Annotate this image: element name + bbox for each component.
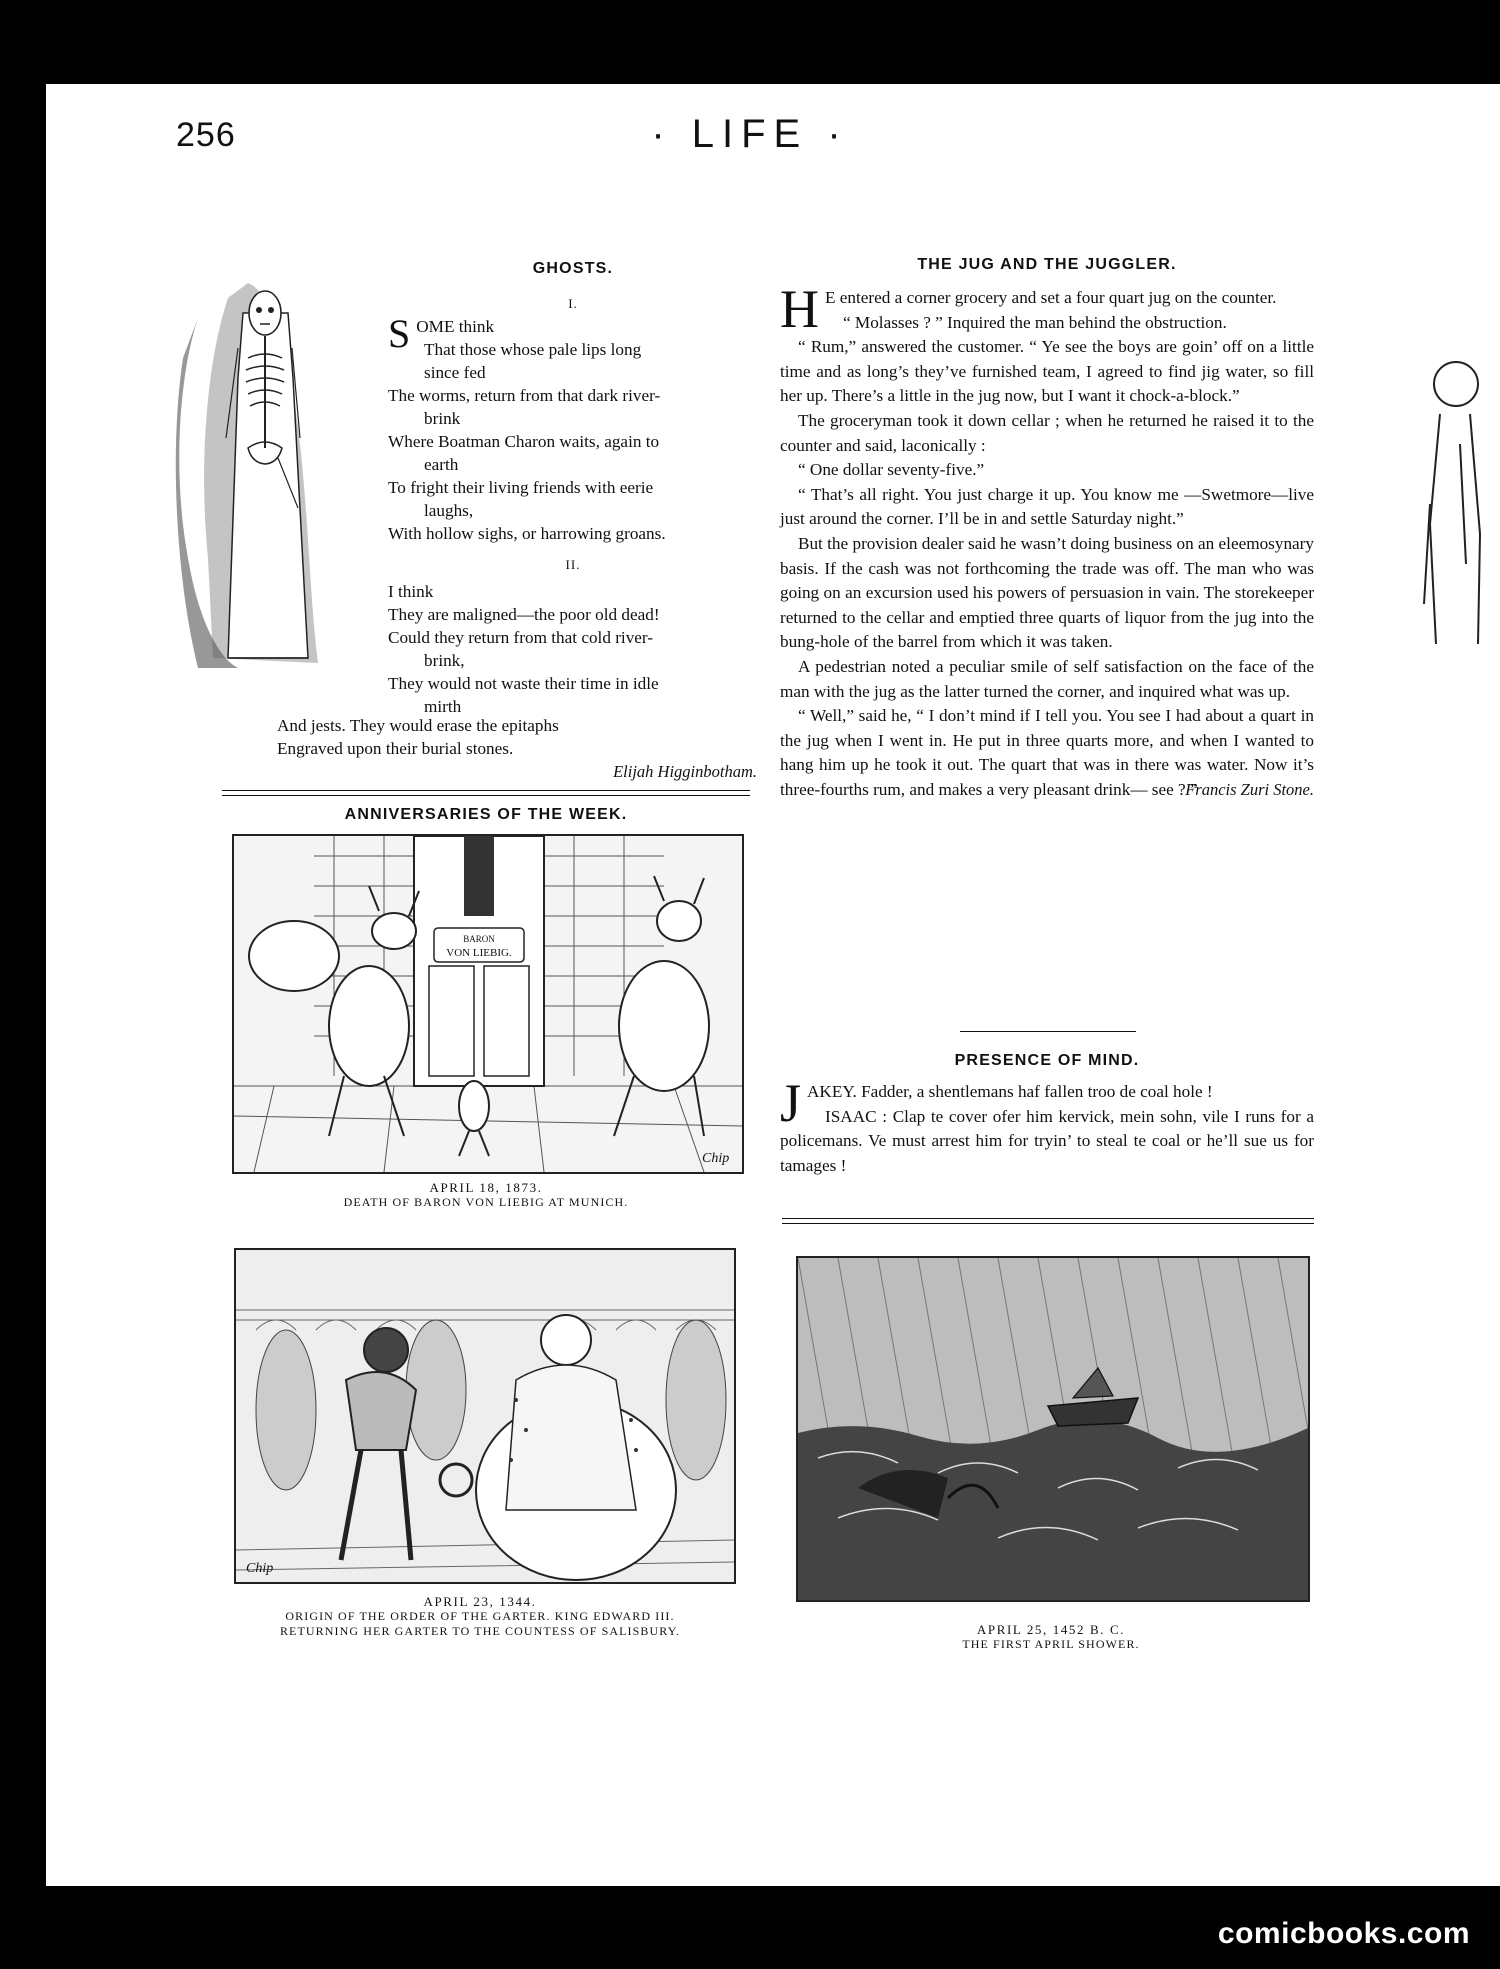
poem-line: since fed [424,363,486,382]
poem-section-i: I. [568,296,578,311]
poem-line: With hollow sighs, or harrowing groans. [388,524,666,543]
jug-paragraph: “ Rum,” answered the customer. “ Ye see the boys are goin’ off on a little time and as long’s they’ve furnished team, I agreed to find jig water, so fill her up. There’s a little in the jug now, but I want it chock-a-block.” [780,337,1314,406]
caption-desc: THE FIRST APRIL SHOWER. [962,1637,1140,1651]
presence-paragraph: ISAAC : Clap te cover ofer him kervick, mein sohn, vile I runs for a policemans. Ve must arrest him for tryin’ to steal te coal or he’ll sue us for tamages ! [780,1106,1314,1175]
caption-desc: DEATH OF BARON VON LIEBIG AT MUNICH. [343,1195,629,1209]
artist-signature: Chip [246,1561,274,1576]
jug-paragraph: “ One dollar seventy-five.” [798,460,985,480]
poem-dropcap: S [388,311,411,356]
garter-caption [210,1594,750,1639]
ghosts-poem [388,292,758,718]
poem-line: OME think [416,317,495,336]
april-shower-caption [796,1622,1306,1652]
jug-title: THE JUG AND THE JUGGLER. [917,256,1177,273]
jug-paragraph: But the provision dealer said he wasn’t doing business on an eleemosynary basis. If the cash was not forthcoming the trade was off. The man who was going on an excursion used his powers of persuasion in vain. The storekeeper returned to the cellar and emptied three quarts of liquor from the jug into the bung-hole of the barrel from which it was taken. [780,533,1314,652]
poem-stanza-1 [388,311,758,545]
poem-line: Engraved upon their burial stones. [277,739,514,758]
ghosts-signature: Elijah Higginbotham. [613,762,757,781]
caption-desc-line-2: RETURNING HER GARTER TO THE COUNTESS OF SALISBURY. [279,1624,681,1638]
poem-line: laughs, [424,501,474,520]
poem-line: I think [388,582,434,601]
door-sign-line-2: VON LIEBIG. [446,947,512,959]
poem-line: brink [424,409,461,428]
presence-title: PRESENCE OF MIND. [954,1052,1140,1069]
liebig-cartoon [232,834,744,1174]
garter-cartoon [234,1248,736,1584]
page-number: 256 [176,116,236,154]
jug-signature: Francis Zuri Stone. [1185,780,1314,800]
jug-paragraph: The groceryman took it down cellar ; when he returned he raised it to the counter and said, laconically : [780,410,1314,455]
poem-section-ii: II. [565,557,581,572]
poem-line: Could they return from that cold river- [388,628,654,647]
poem-line: earth [424,455,459,474]
presence-story [780,1073,1314,1178]
caption-desc-line-1: ORIGIN OF THE ORDER OF THE GARTER. KING EDWARD III. [285,1609,675,1623]
jug-paragraph: “ Molasses ? ” Inquired the man behind the obstruction. [843,312,1227,332]
skeleton-ghost-illustration [168,258,378,678]
poem-stanza-2 [388,580,758,718]
ghosts-poem-tail [277,714,757,783]
jug-paragraph: “ Well,” said he, “ I don’t mind if I tell you. You see I had about a quart in the jug when I went in. He put in three quarts more, and when I wanted to hang him up he took it out. The quart that was in there was water. Now it’s three-fourths rum, and makes a very pleasant drink— see ? ” [780,706,1314,799]
masthead-title: · LIFE · [651,112,849,156]
short-rule [960,1031,1136,1032]
caption-date: APRIL 23, 1344. [423,1594,537,1609]
ghosts-title: GHOSTS. [532,260,614,277]
poem-line: mirth [424,697,462,716]
site-watermark: comicbooks.com [1217,1917,1470,1950]
liebig-caption [222,1180,750,1210]
jug-story [780,279,1314,803]
poem-line: To fright their living friends with eerie [388,478,654,497]
jug-dropcap: H [780,279,819,339]
presence-dropcap: J [780,1073,802,1133]
poem-line: They are maligned—the poor old dead! [388,605,660,624]
caption-date: APRIL 18, 1873. [429,1180,543,1195]
poem-line: Where Boatman Charon waits, again to [388,432,660,451]
facing-page-sketch [1420,84,1500,1886]
poem-line: brink, [424,651,465,670]
caption-date: APRIL 25, 1452 B. C. [976,1622,1126,1637]
poem-line: The worms, return from that dark river- [388,386,661,405]
jug-paragraph: H E entered a corner grocery and set a four quart jug on the counter. [780,279,1277,339]
double-rule [782,1218,1314,1224]
april-shower-cartoon [796,1256,1310,1602]
poem-line: They would not waste their time in idle [388,674,659,693]
jug-paragraph: A pedestrian noted a peculiar smile of self satisfaction on the face of the man with the jug as the latter turned the corner, and inquired what was up. [780,656,1314,701]
jug-paragraph: “ That’s all right. You just charge it up. You know me —Swetmore—live just around the corner. I’ll be in and settle Saturday night.” [780,484,1314,529]
facing-page-edge [1420,84,1500,1886]
double-rule [222,790,750,796]
presence-paragraph: JAKEY. Fadder, a shentlemans haf fallen troo de coal hole ! [780,1073,1213,1133]
poem-line: That those whose pale lips long [424,340,642,359]
poem-line: And jests. They would erase the epitaphs [277,716,559,735]
artist-signature: Chip [702,1151,730,1166]
door-sign-line-1: BARON [463,934,495,944]
anniversaries-title: ANNIVERSARIES OF THE WEEK. [344,806,628,823]
